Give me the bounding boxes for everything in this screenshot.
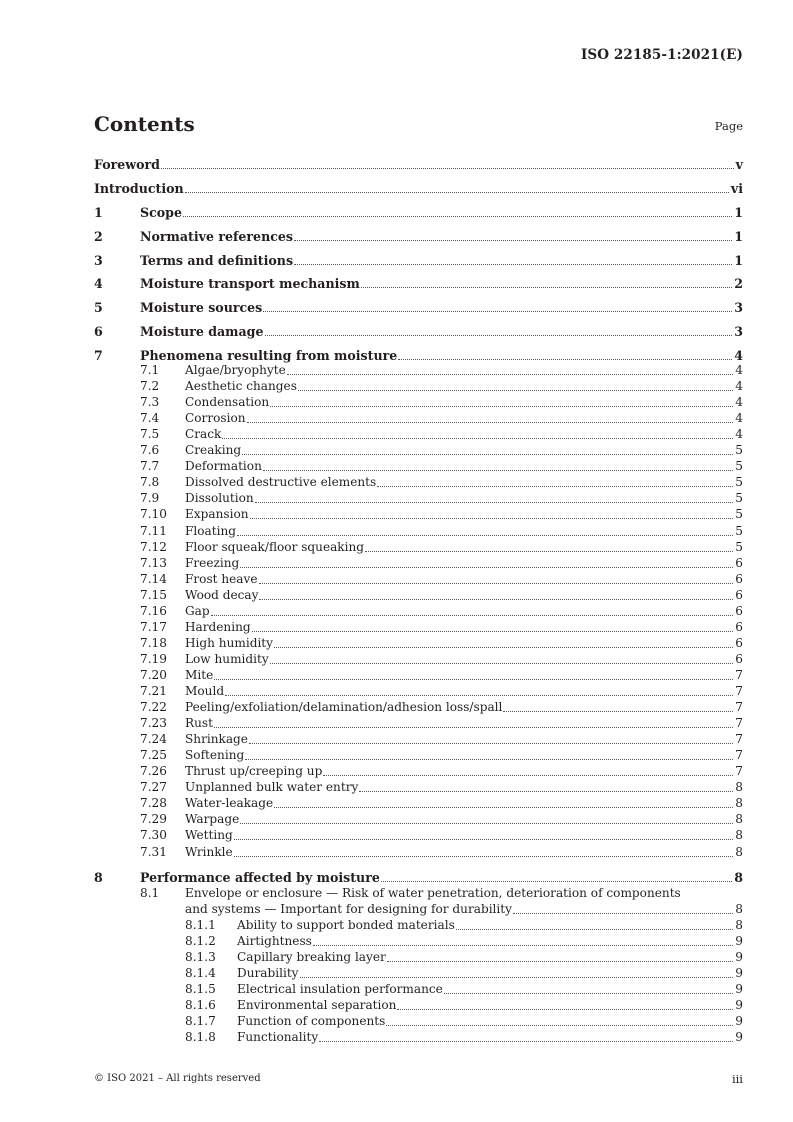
toc-entry-page: 8 — [735, 812, 743, 827]
toc-entry-page: 4 — [735, 411, 743, 426]
toc-entry-number: 7.11 — [140, 523, 167, 538]
table-of-contents — [94, 0, 743, 1122]
toc-entry-page: 5 — [735, 491, 743, 506]
toc-entry-title: Normative references — [140, 228, 294, 244]
dot-leader — [237, 535, 733, 536]
dot-leader — [300, 977, 734, 978]
toc-entry-page: 2 — [734, 276, 743, 292]
toc-entry-title: Low humidity — [185, 651, 269, 666]
toc-entry-number: 7.31 — [140, 844, 167, 859]
toc-entry-number: 8.1.5 — [185, 982, 216, 997]
toc-entry[interactable] — [94, 394, 743, 410]
toc-entry-page: 5 — [735, 459, 743, 474]
toc-entry-number: 7.17 — [140, 619, 167, 634]
dot-leader — [287, 374, 733, 375]
toc-entry-title: Dissolution — [185, 491, 254, 506]
toc-entry-page: 9 — [735, 1014, 743, 1029]
toc-entry-number: 7.16 — [140, 603, 167, 618]
toc-entry[interactable] — [94, 442, 743, 458]
toc-entry[interactable] — [94, 715, 743, 731]
toc-entry-title: Softening — [185, 748, 245, 763]
toc-entry-number: 7.29 — [140, 812, 167, 827]
toc-entry-number: 7.27 — [140, 780, 167, 795]
toc-entry[interactable] — [94, 763, 743, 779]
toc-entry[interactable] — [94, 474, 743, 490]
toc-entry-number: 7.12 — [140, 539, 167, 554]
toc-entry-number: 7.1 — [140, 363, 160, 377]
toc-entry-page: 8 — [735, 828, 743, 843]
dot-leader — [252, 631, 734, 632]
toc-entry-number: 8.1.1 — [185, 918, 216, 932]
toc-entry-page: 5 — [735, 443, 743, 458]
toc-entry-title: Frost heave — [185, 571, 258, 586]
toc-entry-page: 1 — [734, 252, 743, 268]
toc-entry-title: Rust — [185, 716, 213, 731]
toc-entry-page: 8 — [735, 796, 743, 811]
toc-entry-number: 7.22 — [140, 700, 167, 715]
toc-entry-title: Airtightness — [237, 934, 312, 949]
dot-leader — [274, 807, 733, 808]
dot-leader — [247, 422, 734, 423]
dot-leader — [397, 1009, 733, 1010]
toc-entry-title: Floating — [185, 523, 237, 538]
toc-entry-number: 7.9 — [140, 491, 160, 506]
toc-entry-title: High humidity — [185, 635, 274, 650]
toc-entry-number: 7.28 — [140, 796, 167, 811]
toc-entry-title: Aesthetic changes — [185, 379, 297, 394]
toc-entry[interactable] — [94, 949, 743, 965]
document-reference: ISO 22185-1:2021(E) — [580, 47, 743, 63]
toc-entry-number: 7.30 — [140, 828, 167, 843]
toc-entry[interactable] — [94, 299, 743, 315]
toc-entry[interactable] — [94, 667, 743, 683]
toc-entry[interactable] — [94, 523, 743, 539]
dot-leader — [183, 216, 732, 217]
toc-entry-number: 8.1.7 — [185, 1014, 216, 1029]
toc-entry-number: 7.15 — [140, 587, 167, 602]
toc-entry[interactable] — [94, 362, 743, 378]
page-column-label: Page — [714, 119, 743, 133]
toc-entry[interactable] — [94, 603, 743, 619]
toc-entry[interactable] — [94, 635, 743, 651]
dot-leader — [323, 775, 733, 776]
toc-entry-number: 7.26 — [140, 764, 167, 779]
dot-leader — [270, 663, 734, 664]
toc-entry-title: Peeling/exfoliation/delamination/adhesion loss/spall — [185, 700, 503, 715]
toc-entry[interactable] — [94, 885, 743, 901]
toc-entry-page: v — [735, 157, 743, 172]
toc-entry-number: 3 — [94, 252, 103, 268]
dot-leader — [381, 881, 732, 882]
toc-entry-number: 7.6 — [140, 443, 160, 458]
toc-entry-page: 6 — [735, 635, 743, 650]
dot-leader — [319, 1041, 733, 1042]
dot-leader — [265, 335, 733, 336]
toc-entry-number: 8 — [94, 870, 103, 885]
toc-entry-title: Thrust up/creeping up — [185, 764, 323, 779]
toc-entry-page: 6 — [735, 555, 743, 570]
toc-entry-number: 7.18 — [140, 635, 167, 650]
toc-entry-page: 7 — [735, 700, 743, 715]
dot-leader — [255, 502, 734, 503]
toc-entry-title: Electrical insulation performance — [237, 982, 443, 997]
toc-entry-number: 7.23 — [140, 716, 167, 731]
toc-entry-page: 6 — [735, 619, 743, 634]
toc-entry[interactable] — [94, 555, 743, 571]
toc-entry-number: 7.8 — [140, 475, 160, 490]
toc-entry-page: 9 — [735, 950, 743, 965]
toc-entry-page: 7 — [735, 667, 743, 682]
dot-leader — [263, 311, 732, 312]
toc-entry-title: Phenomena resulting from moisture — [140, 347, 398, 363]
toc-entry-number: 8.1.4 — [185, 966, 216, 981]
dot-leader — [270, 406, 733, 407]
toc-entry-number: 8.1.2 — [185, 934, 216, 949]
toc-entry-title: Functionality — [237, 1030, 319, 1045]
toc-entry-title: Function of components — [237, 1014, 386, 1029]
toc-entry-page: 9 — [735, 982, 743, 997]
toc-entry-number: 6 — [94, 324, 103, 339]
toc-entry-title: Wetting — [185, 828, 233, 843]
toc-entry[interactable] — [94, 1013, 743, 1029]
toc-entry-page: 5 — [735, 539, 743, 554]
dot-leader — [234, 856, 734, 857]
toc-entry-title: Ability to support bonded materials — [237, 918, 455, 932]
toc-entry[interactable] — [94, 458, 743, 474]
dot-leader — [361, 287, 732, 288]
toc-entry-title: Shrinkage — [185, 732, 248, 747]
toc-entry-title: Scope — [140, 205, 182, 220]
toc-entry-number: 7.13 — [140, 555, 167, 570]
toc-entry-page: 4 — [735, 395, 743, 410]
dot-leader — [259, 599, 733, 600]
toc-entry-continuation[interactable] — [94, 901, 743, 917]
dot-leader — [444, 993, 733, 994]
toc-entry[interactable] — [94, 587, 743, 603]
dot-leader — [377, 486, 733, 487]
toc-entry-page: 4 — [735, 363, 743, 377]
dot-leader — [249, 743, 733, 744]
toc-entry-title: Floor squeak/floor squeaking — [185, 539, 365, 554]
toc-entry-number: 7.2 — [140, 379, 160, 394]
toc-entry[interactable] — [94, 204, 743, 220]
dot-leader — [240, 823, 733, 824]
toc-entry-number: 7.20 — [140, 667, 167, 682]
footer-page-number: iii — [731, 1072, 743, 1086]
toc-entry-title: Moisture transport mechanism — [140, 276, 360, 292]
dot-leader — [214, 679, 733, 680]
dot-leader — [359, 791, 733, 792]
dot-leader — [313, 945, 733, 946]
toc-entry-page: 9 — [735, 934, 743, 949]
toc-entry-number: 7 — [94, 347, 103, 363]
toc-entry-number: 7.4 — [140, 411, 160, 426]
toc-entry[interactable] — [94, 410, 743, 426]
toc-entry-page: 6 — [735, 587, 743, 602]
toc-entry[interactable] — [94, 651, 743, 667]
toc-entry[interactable] — [94, 275, 743, 291]
dot-leader — [294, 240, 732, 241]
dot-leader — [240, 567, 733, 568]
toc-entry-number: 7.21 — [140, 684, 167, 698]
toc-entry-title: Wrinkle — [185, 844, 233, 859]
toc-entry-page: 4 — [735, 379, 743, 394]
dot-leader — [161, 168, 734, 169]
toc-entry-title: Durability — [237, 966, 299, 981]
toc-entry-title: Warpage — [185, 812, 240, 827]
toc-entry[interactable] — [94, 539, 743, 555]
dot-leader — [245, 759, 733, 760]
toc-entry-page: 4 — [734, 347, 743, 363]
toc-entry-title: Water-leakage — [185, 796, 274, 811]
toc-entry-page: 9 — [735, 998, 743, 1013]
toc-entry-number: 7.19 — [140, 651, 167, 666]
toc-entry-title: Wood decay — [185, 587, 259, 602]
toc-entry-page: 1 — [734, 228, 743, 244]
dot-leader — [263, 470, 733, 471]
toc-entry-page: 1 — [734, 205, 743, 220]
toc-entry-title: Mould — [185, 684, 225, 698]
toc-entry-page: 8 — [735, 780, 743, 795]
toc-entry-title: Envelope or enclosure — Risk of water penetration, deterioration of components — [185, 886, 681, 900]
toc-entry-title: Performance affected by moisture — [140, 870, 380, 885]
dot-leader — [387, 961, 734, 962]
toc-entry-page: 8 — [735, 902, 743, 916]
toc-entry[interactable] — [94, 323, 743, 339]
toc-entry[interactable] — [94, 827, 743, 843]
toc-entry-number: 7.24 — [140, 732, 167, 747]
toc-entry-title: Crack — [185, 427, 222, 442]
toc-entry[interactable] — [94, 747, 743, 763]
dot-leader — [214, 727, 733, 728]
toc-entry[interactable] — [94, 347, 743, 363]
toc-entry[interactable] — [94, 426, 743, 442]
toc-entry[interactable] — [94, 619, 743, 635]
toc-entry-title: Freezing — [185, 555, 240, 570]
toc-entry-title: Gap — [185, 603, 210, 618]
toc-entry-number: 1 — [94, 205, 103, 220]
dot-leader — [365, 551, 733, 552]
dot-leader — [386, 1025, 733, 1026]
footer-copyright: © ISO 2021 – All rights reserved — [94, 1073, 261, 1084]
toc-entry-page: 7 — [735, 748, 743, 763]
dot-leader — [211, 615, 734, 616]
toc-entry[interactable] — [94, 917, 743, 933]
toc-entry[interactable] — [94, 844, 743, 860]
toc-entry[interactable] — [94, 156, 743, 172]
toc-entry-title: Algae/bryophyte — [185, 363, 286, 377]
toc-entry-page: 5 — [735, 523, 743, 538]
toc-entry-page: 3 — [734, 300, 743, 316]
dot-leader — [250, 518, 734, 519]
toc-entry-number: 7.7 — [140, 459, 160, 474]
toc-entry-page: 9 — [735, 1030, 743, 1045]
toc-entry-number: 8.1 — [140, 886, 160, 900]
toc-entry[interactable] — [94, 795, 743, 811]
dot-leader — [234, 839, 734, 840]
toc-entry-number: 7.3 — [140, 395, 160, 410]
toc-entry[interactable] — [94, 378, 743, 394]
toc-entry[interactable] — [94, 997, 743, 1013]
toc-entry-title: Creaking — [185, 443, 242, 458]
toc-entry[interactable] — [94, 699, 743, 715]
toc-entry-title: Corrosion — [185, 411, 246, 426]
toc-entry-title: Deformation — [185, 459, 262, 474]
toc-entry-number: 8.1.8 — [185, 1030, 216, 1045]
toc-entry-page: 7 — [735, 764, 743, 779]
dot-leader — [513, 913, 733, 914]
toc-entry-number: 7.5 — [140, 427, 160, 442]
toc-entry-page: 7 — [735, 716, 743, 731]
dot-leader — [185, 192, 729, 193]
toc-entry-title: Mite — [185, 667, 214, 682]
toc-entry-title: Terms and definitions — [140, 252, 294, 268]
toc-entry-page: 8 — [734, 870, 743, 885]
toc-entry-title: Hardening — [185, 619, 251, 634]
toc-entry-title: Moisture damage — [140, 324, 264, 339]
dot-leader — [298, 390, 733, 391]
toc-entry-title: Moisture sources — [140, 300, 263, 316]
toc-entry[interactable] — [94, 683, 743, 699]
toc-entry-page: 5 — [735, 507, 743, 522]
toc-entry[interactable] — [94, 506, 743, 522]
toc-entry[interactable] — [94, 1029, 743, 1045]
toc-entry-title: Introduction — [94, 181, 184, 196]
toc-entry[interactable] — [94, 228, 743, 244]
toc-entry-page: 4 — [735, 427, 743, 442]
dot-leader — [456, 929, 734, 930]
toc-entry[interactable] — [94, 981, 743, 997]
toc-entry[interactable] — [94, 490, 743, 506]
toc-entry-number: 5 — [94, 300, 103, 316]
toc-entry-page: 9 — [735, 966, 743, 981]
toc-entry[interactable] — [94, 869, 743, 885]
toc-entry-title: Capillary breaking layer — [237, 950, 386, 965]
dot-leader — [274, 647, 733, 648]
toc-entry-page: 7 — [735, 732, 743, 747]
toc-entry-title: Expansion — [185, 507, 249, 522]
toc-entry-number: 2 — [94, 228, 103, 244]
toc-entry-page: 8 — [735, 844, 743, 859]
dot-leader — [259, 583, 734, 584]
toc-entry-number: 7.25 — [140, 748, 167, 763]
toc-entry[interactable] — [94, 811, 743, 827]
toc-entry-title-continuation: and systems — Important for designing for durability — [185, 902, 512, 916]
toc-entry-page: 5 — [735, 475, 743, 490]
toc-entry-number: 8.1.6 — [185, 998, 216, 1013]
toc-entry[interactable] — [94, 571, 743, 587]
toc-entry[interactable] — [94, 965, 743, 981]
toc-entry-title: Condensation — [185, 395, 270, 410]
toc-entry-title: Dissolved destructive elements — [185, 475, 377, 490]
toc-entry-title: Unplanned bulk water entry — [185, 780, 359, 795]
dot-leader — [294, 264, 732, 265]
dot-leader — [242, 454, 733, 455]
toc-entry-number: 8.1.3 — [185, 950, 216, 965]
toc-entry[interactable] — [94, 180, 743, 196]
toc-entry-page: 6 — [735, 603, 743, 618]
toc-entry-page: 6 — [735, 571, 743, 586]
dot-leader — [222, 438, 733, 439]
toc-entry[interactable] — [94, 933, 743, 949]
toc-entry-title: Environmental separation — [237, 998, 397, 1013]
dot-leader — [398, 359, 732, 360]
toc-entry-page: vi — [730, 181, 743, 196]
toc-entry-page: 6 — [735, 651, 743, 666]
page-title: Contents — [94, 112, 195, 136]
toc-entry[interactable] — [94, 731, 743, 747]
toc-entry-page: 7 — [735, 684, 743, 698]
toc-entry[interactable] — [94, 779, 743, 795]
toc-entry-number: 7.10 — [140, 507, 167, 522]
toc-entry-page: 3 — [734, 324, 743, 339]
toc-entry[interactable] — [94, 252, 743, 268]
toc-entry-number: 4 — [94, 276, 103, 292]
toc-entry-title: Foreword — [94, 157, 160, 172]
dot-leader — [225, 695, 733, 696]
toc-entry-number: 7.14 — [140, 571, 167, 586]
toc-entry-page: 8 — [735, 918, 743, 932]
dot-leader — [503, 711, 733, 712]
